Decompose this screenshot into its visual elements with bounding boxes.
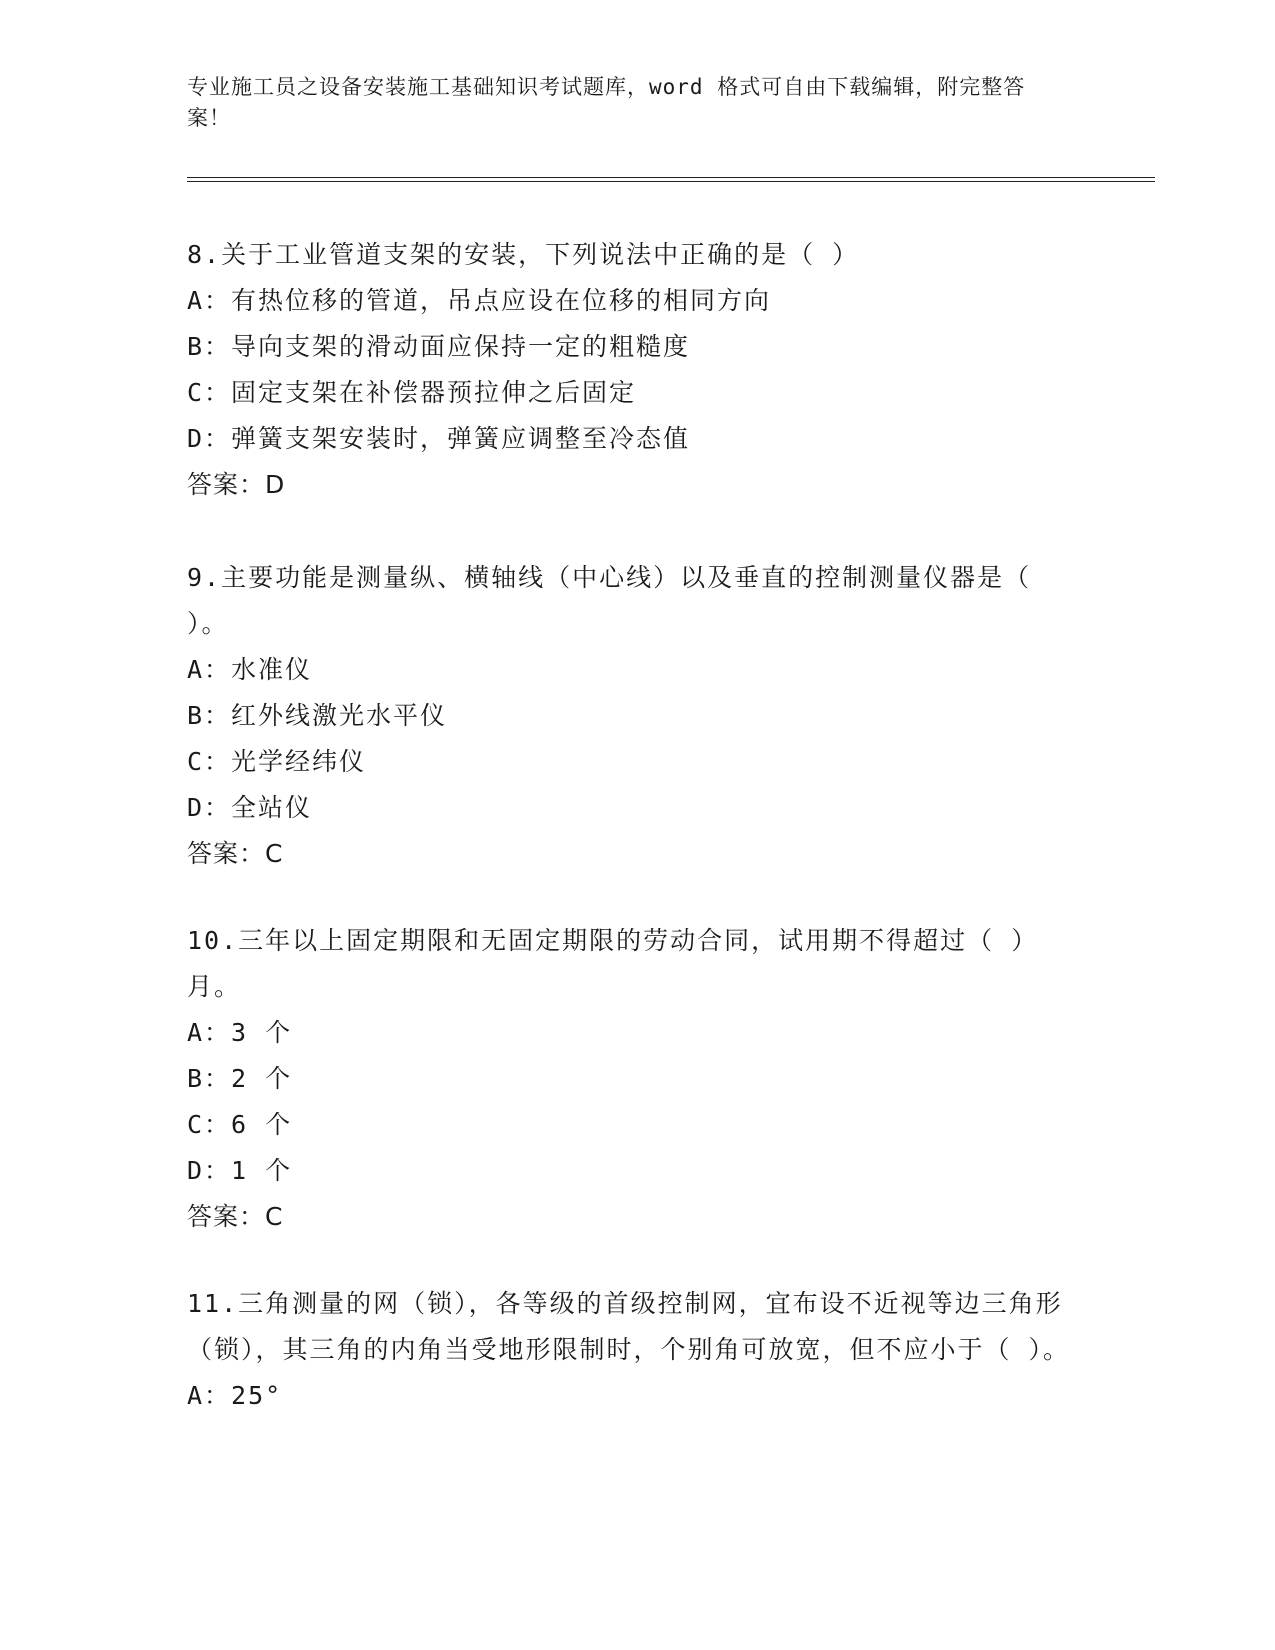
- question-8: [187, 232, 1077, 508]
- option-a: A：有热位移的管道，吊点应设在位移的相同方向: [187, 286, 772, 315]
- option-a: A：3 个: [187, 1018, 293, 1047]
- question-9: [187, 555, 1077, 877]
- answer-line: 答案：C: [187, 1202, 284, 1231]
- option-b: B：红外线激光水平仪: [187, 701, 448, 730]
- option-c: C：光学经纬仪: [187, 747, 367, 776]
- question-11: [187, 1281, 1077, 1419]
- option-d: D：1 个: [187, 1156, 293, 1185]
- option-c: C：固定支架在补偿器预拉伸之后固定: [187, 378, 637, 407]
- question-10: [187, 918, 1077, 1240]
- option-b: B：导向支架的滑动面应保持一定的粗糙度: [187, 332, 691, 361]
- option-a: A：水准仪: [187, 655, 313, 684]
- document-header: 专业施工员之设备安装施工基础知识考试题库，word 格式可自由下载编辑，附完整答案！: [187, 75, 1026, 130]
- header-divider-top: [187, 177, 1155, 178]
- answer-line: 答案：D: [187, 470, 286, 499]
- option-b: B：2 个: [187, 1064, 293, 1093]
- question-stem: 10.三年以上固定期限和无固定期限的劳动合同，试用期不得超过（ ）月。: [187, 926, 1039, 1001]
- option-c: C：6 个: [187, 1110, 293, 1139]
- option-d: D：弹簧支架安装时，弹簧应调整至冷态值: [187, 424, 691, 453]
- header-divider-bottom: [187, 181, 1155, 182]
- question-stem: 9.主要功能是测量纵、横轴线（中心线）以及垂直的控制测量仪器是（ ）。: [187, 563, 1032, 638]
- answer-line: 答案：C: [187, 839, 284, 868]
- question-stem: 8.关于工业管道支架的安装，下列说法中正确的是（ ）: [187, 240, 860, 269]
- option-a: A：25°: [187, 1381, 283, 1410]
- question-stem: 11.三角测量的网（锁），各等级的首级控制网，宜布设不近视等边三角形（锁），其三角的内角当受地形限制时，个别角可放宽，但不应小于（ ）。: [187, 1289, 1071, 1364]
- option-d: D：全站仪: [187, 793, 313, 822]
